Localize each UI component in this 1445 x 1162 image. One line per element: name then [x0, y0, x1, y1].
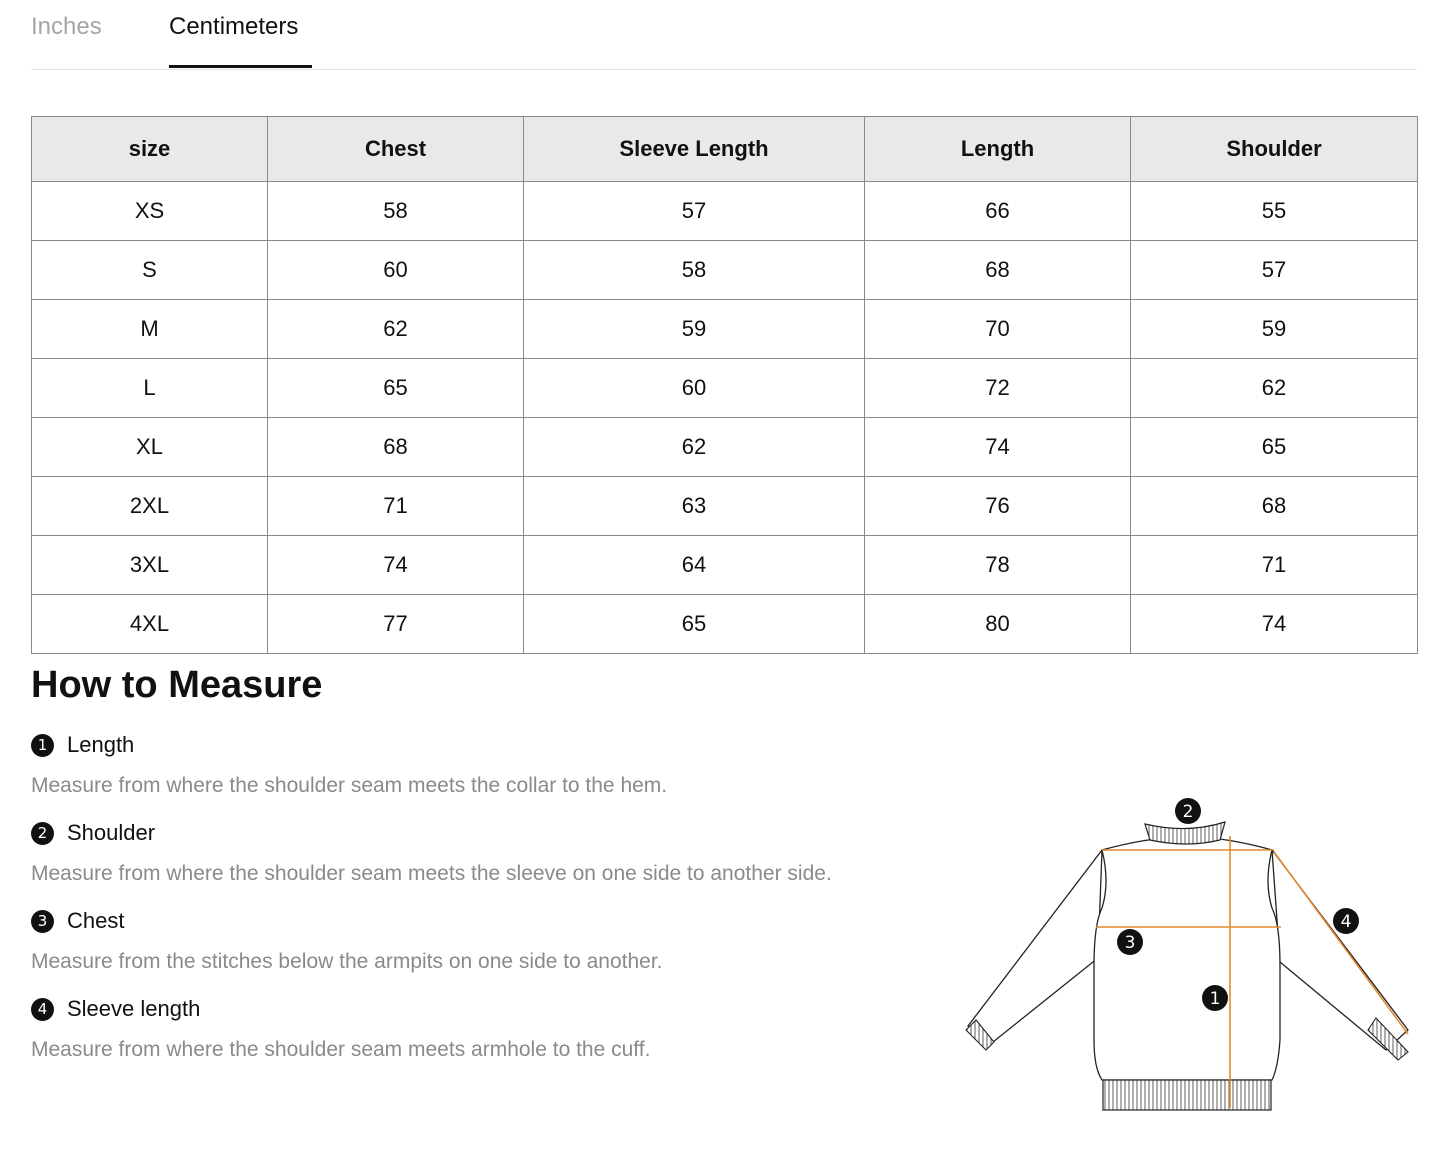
table-row — [32, 477, 1418, 536]
cell-shoulder: 59 — [1131, 300, 1418, 359]
cell-sleeve-length: 59 — [524, 300, 865, 359]
measure-label: Length — [67, 732, 135, 757]
table-row — [32, 241, 1418, 300]
sweater-measurement-diagram — [960, 790, 1420, 1120]
number-4-icon: 4 — [31, 998, 54, 1021]
cell-shoulder: 74 — [1131, 595, 1418, 654]
cell-length: 70 — [865, 300, 1131, 359]
cell-length: 66 — [865, 182, 1131, 241]
measure-item-sleeve-length — [31, 994, 650, 1062]
measure-description: Measure from where the shoulder seam meets the collar to the hem. — [31, 774, 668, 797]
cell-length: 80 — [865, 595, 1131, 654]
measure-description: Measure from where the shoulder seam meets armhole to the cuff. — [31, 1038, 651, 1061]
cell-shoulder: 55 — [1131, 182, 1418, 241]
cell-length: 68 — [865, 241, 1131, 300]
cell-shoulder: 62 — [1131, 359, 1418, 418]
svg-text:4: 4 — [1340, 912, 1352, 932]
cell-sleeve-length: 63 — [524, 477, 865, 536]
tab-centimeters[interactable]: Centimeters — [169, 13, 299, 40]
table-header-row — [32, 117, 1418, 182]
cell-length: 76 — [865, 477, 1131, 536]
measure-label: Shoulder — [67, 820, 156, 845]
header-shoulder: Shoulder — [1131, 117, 1418, 182]
marker-1-icon — [1202, 985, 1228, 1011]
cell-size: S — [32, 241, 268, 300]
cell-chest: 58 — [268, 182, 524, 241]
cell-size: 2XL — [32, 477, 268, 536]
cell-size: 4XL — [32, 595, 268, 654]
cell-size: XS — [32, 182, 268, 241]
how-to-measure-title: How to Measure — [31, 664, 323, 706]
cell-sleeve-length: 64 — [524, 536, 865, 595]
table-row — [32, 182, 1418, 241]
cell-length: 78 — [865, 536, 1131, 595]
cell-sleeve-length: 58 — [524, 241, 865, 300]
header-size: size — [32, 117, 268, 182]
number-2-icon: 2 — [31, 822, 54, 845]
measure-label: Sleeve length — [67, 996, 201, 1021]
table-row — [32, 536, 1418, 595]
cell-shoulder: 71 — [1131, 536, 1418, 595]
measure-label: Chest — [67, 908, 125, 933]
active-tab-indicator — [169, 65, 312, 68]
cell-shoulder: 68 — [1131, 477, 1418, 536]
collar-rib — [1145, 822, 1225, 844]
table-row — [32, 359, 1418, 418]
unit-tabs — [31, 0, 1417, 70]
number-3-icon: 3 — [31, 910, 54, 933]
tab-inches[interactable]: Inches — [31, 13, 102, 40]
cell-chest: 74 — [268, 536, 524, 595]
cell-chest: 71 — [268, 477, 524, 536]
right-sleeve — [1272, 850, 1408, 1050]
measure-description: Measure from the stitches below the armpits on one side to another. — [31, 950, 663, 973]
cell-sleeve-length: 65 — [524, 595, 865, 654]
number-1-icon: 1 — [31, 734, 54, 757]
measure-description: Measure from where the shoulder seam meets the sleeve on one side to another side. — [31, 862, 832, 885]
marker-2-icon — [1175, 798, 1201, 824]
cell-chest: 62 — [268, 300, 524, 359]
cell-chest: 65 — [268, 359, 524, 418]
header-chest: Chest — [268, 117, 524, 182]
cell-size: 3XL — [32, 536, 268, 595]
cell-sleeve-length: 62 — [524, 418, 865, 477]
cell-length: 72 — [865, 359, 1131, 418]
cell-size: L — [32, 359, 268, 418]
svg-text:1: 1 — [1209, 989, 1221, 1009]
left-sleeve — [968, 850, 1102, 1046]
cell-chest: 77 — [268, 595, 524, 654]
size-chart-table — [31, 116, 1418, 654]
table-row — [32, 300, 1418, 359]
marker-3-icon — [1117, 929, 1143, 955]
svg-text:2: 2 — [1182, 802, 1194, 822]
cell-length: 74 — [865, 418, 1131, 477]
cell-shoulder: 65 — [1131, 418, 1418, 477]
cell-size: XL — [32, 418, 268, 477]
cell-sleeve-length: 60 — [524, 359, 865, 418]
sweater-body — [1094, 836, 1280, 1080]
marker-4-icon — [1333, 908, 1359, 934]
cell-shoulder: 57 — [1131, 241, 1418, 300]
measure-item-chest — [31, 906, 663, 974]
table-row — [32, 418, 1418, 477]
cell-chest: 60 — [268, 241, 524, 300]
measure-item-shoulder — [31, 818, 832, 886]
svg-text:3: 3 — [1124, 933, 1136, 953]
measure-item-length — [31, 730, 667, 798]
table-row — [32, 595, 1418, 654]
cell-chest: 68 — [268, 418, 524, 477]
hem-rib — [1103, 1080, 1271, 1110]
cell-size: M — [32, 300, 268, 359]
header-length: Length — [865, 117, 1131, 182]
cell-sleeve-length: 57 — [524, 182, 865, 241]
header-sleeve-length: Sleeve Length — [524, 117, 865, 182]
